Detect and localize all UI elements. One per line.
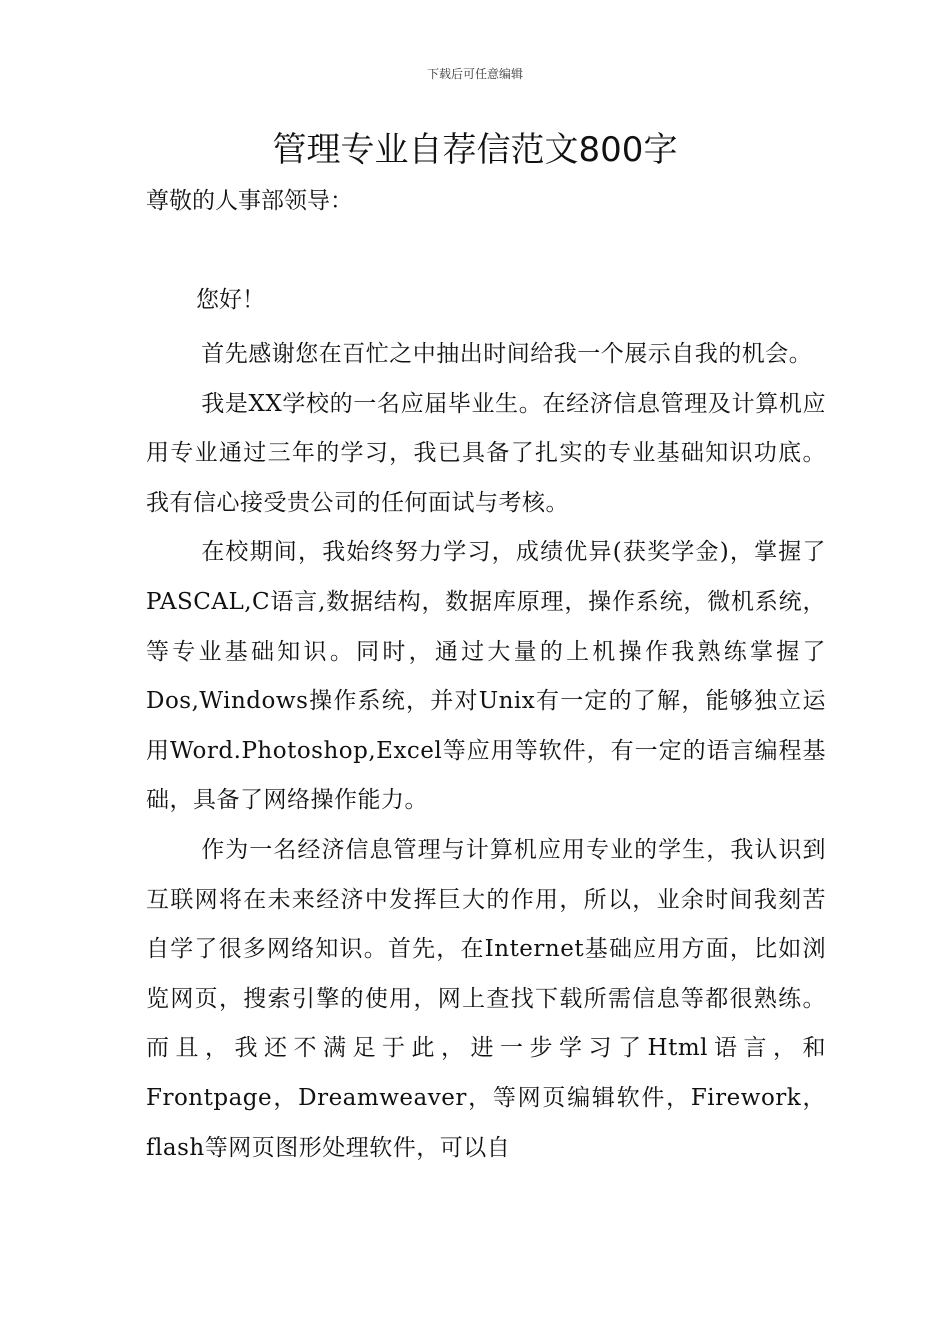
document-title: 管理专业自荐信范文800字 xyxy=(272,130,678,170)
paragraph-introduction: 我是XX学校的一名应届毕业生。在经济信息管理及计算机应用专业通过三年的学习，我已具备了扎实的专业基础知识功底。我有信心接受贵公司的任何面试与考核。 xyxy=(146,390,826,516)
greeting: 您好！ xyxy=(196,287,265,313)
letter-body xyxy=(146,330,826,1173)
header-note: 下载后可任意编辑 xyxy=(426,67,523,81)
paragraph-internet: 作为一名经济信息管理与计算机应用专业的学生，我认识到互联网将在未来经济中发挥巨大的作用，所以，业余时间我刻苦自学了很多网络知识。首先，在Internet基础应用方面，比如浏览网页，搜索引擎的使用，网上查找下载所需信息等都很熟练。而且，我还不满足于此，进一步学习了Html语言，和Frontpage，Dreamweaver，等网页编辑软件，Firework，flash等网页图形处理软件，可以自 xyxy=(146,836,826,1161)
salutation: 尊敬的人事部领导： xyxy=(146,188,353,214)
paragraph-skills: 在校期间，我始终努力学习，成绩优异(获奖学金)，掌握了PASCAL,C语言,数据结构，数据库原理，操作系统，微机系统，等专业基础知识。同时，通过大量的上机操作我熟练掌握了Dos,Windows操作系统，并对Unix有一定的了解，能够独立运用Word.Photoshop,Excel等应用等软件，有一定的语言编程基础，具备了网络操作能力。 xyxy=(146,539,826,814)
paragraph-thanks: 首先感谢您在百忙之中抽出时间给我一个展示自我的机会。 xyxy=(201,341,813,367)
